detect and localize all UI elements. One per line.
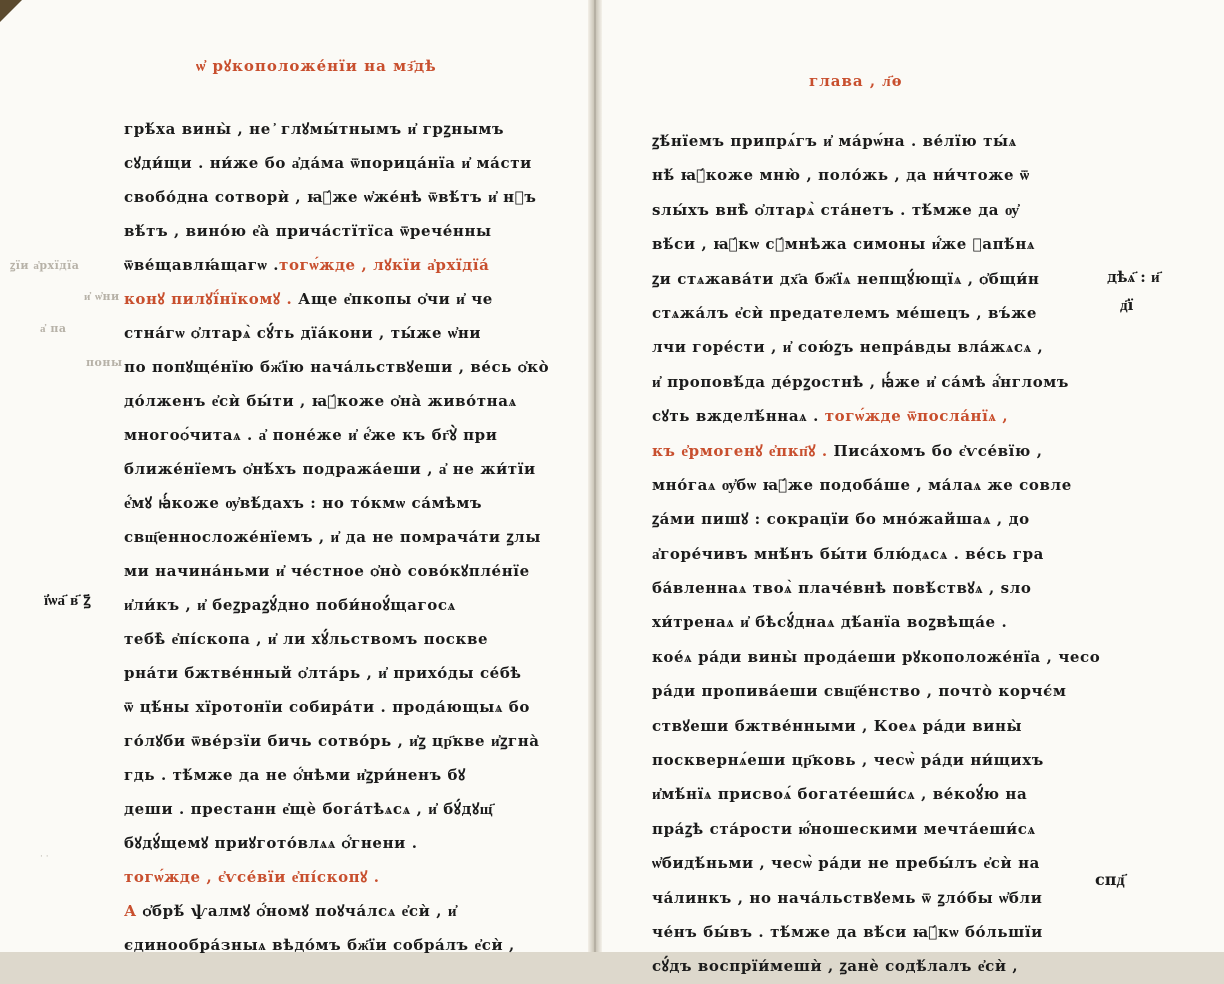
left-page (0, 0, 588, 952)
text-line (124, 214, 564, 248)
rubric-text: А (124, 902, 137, 920)
line-text: а҆горе́чивъ мнѣ́нъ бы́ти блю́дѧсѧ . ве́сь гра (652, 544, 1044, 563)
bleed-through-text: и҆ ѡ҆ни (84, 290, 120, 303)
text-line (652, 949, 1072, 983)
line-text: єдинообра́зныѧ вѣдо́мъ бж҃їи собра́лъ е҆сѝ , (124, 936, 515, 954)
line-text: кое́ѧ ра́ди вины̀ прода́еши рꙋкоположе́нїа , чесо (652, 647, 1101, 666)
right-page (602, 0, 1224, 976)
line-text: тебѣ̀ е҆пі́скопа , и҆ ли хꙋ́льствомъ поскве (124, 630, 489, 648)
line-text: сꙋди́щи . ни́же бо а҆да́ма ѿпорица́нїа и҆ ма́сти (124, 154, 532, 172)
line-text: ми начина́ньми и҆ че́стное ѻ҆но̀ сово́кꙋпле́нїе (124, 562, 530, 580)
running-head-left: ѡ҆ рꙋкоположе́нїи на мз҃дѣ (196, 57, 437, 75)
text-line (124, 350, 564, 384)
text-line (652, 881, 1072, 915)
text-line (652, 296, 1072, 330)
line-text: по попꙋще́нїю бж҃їю нача́льствꙋеши , ве́сь ѻ҆ко̀ (124, 358, 550, 376)
line-text: сꙋть вжделѣ́ннаѧ . (652, 407, 819, 426)
line-text: посквернѧ́еши цр҃ковь , чесѡ̀ ра́ди ни́щихъ (652, 751, 1044, 770)
line-text: ѿве́щавлꙗ́щагѡ . (124, 256, 280, 274)
text-line (652, 468, 1072, 502)
text-line (652, 262, 1072, 296)
text-line (652, 537, 1072, 571)
line-text: до́лженъ е҆сѝ бы́ти , ꙗ҆́коже ѻ҆на̀ живо́тнаѧ (124, 392, 517, 410)
text-line (124, 826, 564, 860)
line-text: ствꙋеши бжтве́нными , Коеѧ ра́ди вины̀ (652, 716, 1023, 735)
line-text: е҆́мꙋ ꙗ҆́коже ѹ҆вѣ́дахъ : но то́кмѡ са́мѣмъ (124, 494, 483, 512)
text-line (124, 724, 564, 758)
text-line (124, 248, 564, 282)
text-line (124, 418, 564, 452)
text-line (124, 316, 564, 350)
line-text: ѡ҆бидѣ́ньми , чесѡ̀ ра́ди не пребы́лъ е҆сѝ на (652, 854, 1040, 873)
text-line (652, 812, 1072, 846)
text-line (124, 894, 564, 928)
line-text: ѿ цѣ́ны хїротонїи собира́ти . прода́ющыѧ бо (124, 698, 530, 716)
text-line (124, 282, 564, 316)
text-line (652, 846, 1072, 880)
running-head-right: глава , л҃ѳ (809, 72, 903, 90)
text-line (124, 928, 564, 962)
text-line (124, 146, 564, 180)
text-line (652, 158, 1072, 192)
text-line (652, 605, 1072, 639)
line-text: вѣ́тъ , вино́ю е҆а̀ прича́стїтїса ѿрече́нны (124, 222, 492, 240)
paper-speck: · · (40, 852, 49, 862)
line-text: ѻ҆брѣ́ ѱалмꙋ ѻ҆́номꙋ поꙋча́лсѧ е҆сѝ , и҆ (136, 902, 458, 920)
line-text: пра́ꙁѣ ста́рости ю҆́ношескими мечта́еши́сѧ (652, 819, 1036, 838)
line-text: и҆ли́къ , и҆ беꙁраꙁꙋ́дно поби́ноꙋ́щагосѧ (124, 596, 456, 614)
text-line (652, 571, 1072, 605)
line-text: мно́гаѧ ѹ҆бѡ ꙗ҆́же подоба́ше , ма́лаѧ же совле (652, 475, 1072, 494)
text-line (652, 743, 1072, 777)
left-text-block (124, 112, 564, 962)
text-line (652, 227, 1072, 261)
text-line (652, 709, 1072, 743)
text-line (652, 193, 1072, 227)
line-text: свобо́дна сотворѝ , ꙗ҆́же ѡ҆же́нѣ ѿвѣ́тъ и҆ нꙁъ (124, 188, 537, 206)
text-line (124, 792, 564, 826)
text-line (124, 690, 564, 724)
text-line (652, 640, 1101, 674)
line-text: нѣ́ ꙗ҆́коже мню̀ , поло́жь , да ни́чтоже ѿ (652, 166, 1030, 185)
text-line (124, 860, 564, 894)
text-line (652, 777, 1072, 811)
line-text: многоѻ́читаѧ . а҆ поне́же и҆ е҆́же къ бг҃ꙋ̀ при (124, 426, 498, 444)
line-text: ꙁѣ́нїемъ припрѧ́гъ и҆ ма́рѡ́на . ве́лїю ты́ѧ (652, 132, 1017, 150)
line-text: лчи горе́сти , и҆ сою́ꙁъ непра́вды вла́жѧсѧ , (652, 338, 1044, 357)
text-line (652, 330, 1072, 364)
line-text: гдь . тѣ́мже да не ѻ҆́нѣми и҆ꙁри́ненъ бꙋ (124, 766, 466, 784)
line-text: хи́тренаѧ и҆ бѣсꙋ́днаѧ дѣ́анїа воꙁвѣща́е . (652, 613, 1008, 632)
margin-reference: ї҆ѡа҃ в҃ ꙁ҃ (44, 591, 91, 609)
right-text-block (652, 124, 1101, 984)
text-line (124, 520, 564, 554)
text-line (124, 554, 564, 588)
line-text: ꙁи стѧжава́ти дх҃а бж҃їѧ непщꙋ́ющїѧ , ѻ҆бщи́н (652, 269, 1040, 288)
book-gutter (588, 0, 602, 952)
margin-reference-bottom: д҃ї (1120, 296, 1134, 314)
bleed-through-text: ꙁїи а҆рхїдїа (10, 259, 80, 272)
line-text: го́лꙋби ѿве́рзїи бичь сотво́рь , и҆ꙁ цр҃кве и҆ꙁгна̀ (124, 732, 540, 750)
text-line (124, 112, 564, 146)
line-text: ѕлы́хъ внѣ̀ ѻ҆лтарѧ̀ ста́нетъ . тѣ́мже да ѹ҆ (652, 200, 1020, 219)
line-text: стна́гѡ ѻ҆лтарѧ̀ сꙋ́ть дїа́кони , ты́же ѡ҆ни (124, 324, 482, 342)
text-line (124, 486, 564, 520)
rubric-text: тогѡ́жде , лꙋкїи а҆рхїдїа́ (279, 256, 490, 274)
text-line (652, 434, 1072, 468)
line-text: Писа́хомъ бо є҆ѵсе́вїю , (827, 441, 1043, 460)
text-line (652, 674, 1072, 708)
bleed-through-text: а҆ па (40, 322, 67, 335)
line-text: сꙋ́дъ воспрїи́мешѝ , ꙁанѐ содѣ́лалъ е҆сѝ , (652, 957, 1019, 976)
bleed-through-text: поны (86, 356, 123, 369)
line-text: ча́линкъ , но нача́льствꙋемь ѿ ꙁло́бы ѡ҆бли (652, 888, 1043, 907)
text-line (652, 399, 1072, 433)
line-text: ближе́нїемъ ѻ҆нѣ́хъ подража́еши , а҆ не жи́тїи (124, 460, 536, 478)
line-text: рна́ти бжтве́нный ѻ҆лта́рь , и҆ прихо́ды се́бѣ (124, 664, 522, 682)
text-line (124, 622, 564, 656)
text-line (652, 502, 1072, 536)
text-line (124, 452, 564, 486)
rubric-text: къ е҆рмогенꙋ е҆пкп҃ꙋ . (652, 441, 828, 460)
text-line (652, 915, 1072, 949)
folio-number: спд҃ (1095, 870, 1125, 889)
rubric-text: тогѡ́жде , є҆ѵсе́вїи е҆пі́скопꙋ . (124, 868, 380, 886)
text-line (652, 365, 1072, 399)
rubric-text: тогѡ́жде ѿпосла́нїѧ , (818, 407, 1009, 426)
line-text: че́нъ бы́въ . тѣ́мже да вѣ́си ꙗ҆́кѡ бо́льшїи (652, 922, 1043, 941)
line-text: ба́вленнаѧ твоѧ̀ плаче́внѣ повѣ́ствꙋѧ , ѕло (652, 579, 1032, 598)
line-text: и҆мѣ́нїѧ присвоѧ́ богате́еши́сѧ , ве́коꙋ́ю на (652, 785, 1028, 804)
text-line (124, 588, 564, 622)
line-text: бꙋдꙋ́щемꙋ приꙋгото́влѧѧ ѻ҆́гнени . (124, 834, 418, 852)
line-text: деши . престанн е҆щѐ бога́тѣѧсѧ , и҆ бꙋ́дꙋщ҃ (124, 800, 494, 818)
line-text: ꙁа́ми пишꙋ : сокрацїи бо мно́жайшаѧ , до (652, 510, 1030, 529)
line-text: стѧжа́лъ е҆сѝ предателемъ ме́шецъ , въ́же (652, 303, 1037, 322)
text-line (652, 124, 1072, 158)
line-text: Аще е҆пкопы ѻ҆чи и҆ че (292, 290, 493, 308)
text-line (124, 656, 564, 690)
line-text: свщ҃енносложе́нїемъ , и҆ да не помрача́ти ꙁлы (124, 528, 541, 546)
rubric-text: конꙋ пилꙋї́нїкомꙋ . (124, 290, 293, 308)
line-text: и҆ проповѣ́да де́рꙁостнѣ , ꙗ҆́же и҆ са́мѣ а҆́нгломъ (652, 372, 1070, 391)
text-line (124, 758, 564, 792)
margin-reference-top: дѣѧ҃ : и҃ (1107, 268, 1160, 286)
line-text: ра́ди пропива́еши свщ҃е́нство , почто̀ корчє́м (652, 682, 1067, 701)
text-line (124, 384, 564, 418)
text-line (124, 180, 564, 214)
line-text: грѣ́ха вины̀ , не ҆ глꙋмы́тнымъ и҆ грꙁнымъ (124, 120, 505, 138)
line-text: вѣ́си , ꙗ҆́кѡ сꙋ́мнѣжа симоны и҆́же ꙁапѣ́нѧ (652, 235, 1035, 254)
